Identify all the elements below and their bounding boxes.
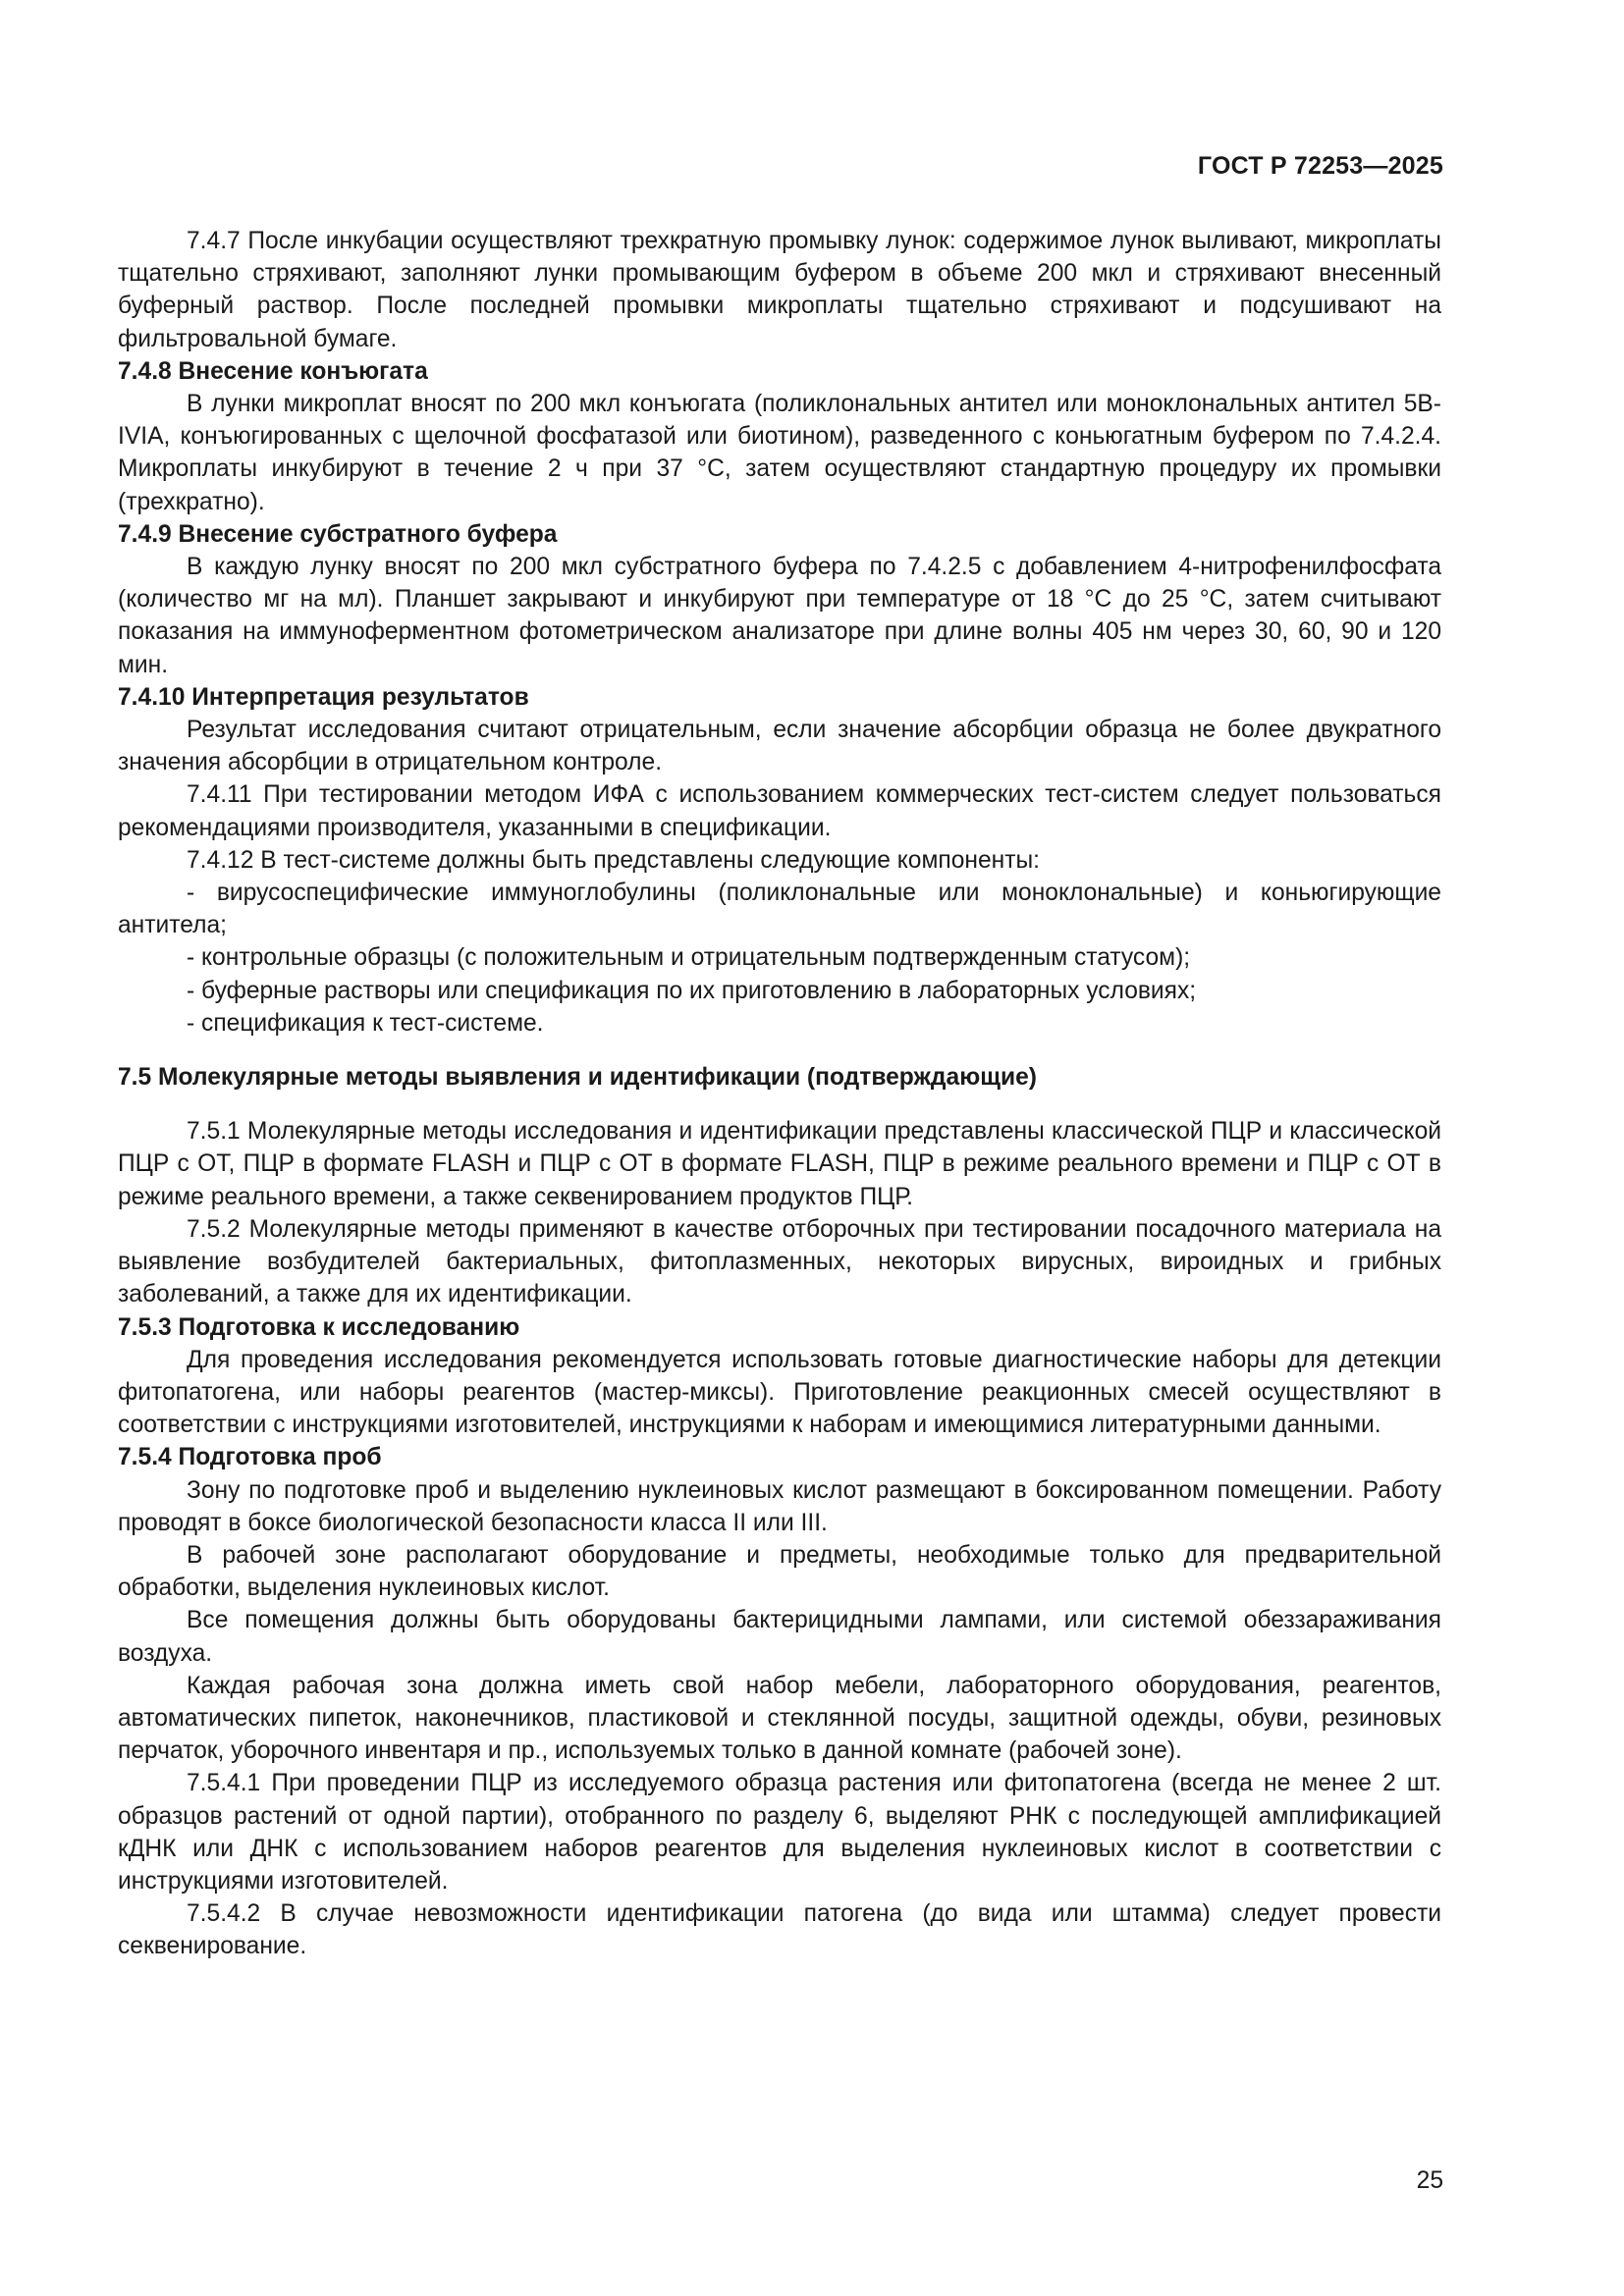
- paragraph-7-5-2: 7.5.2 Молекулярные методы применяют в качестве отборочных при тестировании посадочного материала на выявление возбудителей бактериальных, фитоплазменных, некоторых вирусных, вироидных и грибных заболеваний, а также для их идентификации.: [118, 1215, 1441, 1308]
- paragraph-7-5-1: 7.5.1 Молекулярные методы исследования и идентификации представлены классической ПЦР и классической ПЦР с ОТ, ПЦР в формате FLASH и ПЦР с ОТ в формате FLASH, ПЦР в режиме реального времени и ПЦР с ОТ в режиме реального времени, а также секвенированием продуктов ПЦР.: [118, 1118, 1441, 1210]
- page-number: 25: [1416, 2167, 1443, 2194]
- heading-7-5: 7.5 Молекулярные методы выявления и идентификации (подтверждающие): [118, 1064, 1037, 1092]
- paragraph-interpretation: Результат исследования считают отрицательным, если значение абсорбции образца не более двукратного значения абсорбции в отрицательном контроле.: [118, 717, 1441, 776]
- heading-7-4-8: 7.4.8 Внесение конъюгата: [118, 357, 428, 385]
- section-spacer: [118, 1040, 1441, 1061]
- list-item: - спецификация к тест-системе.: [187, 1009, 544, 1037]
- section-spacer: [118, 1094, 1441, 1115]
- list-item: - буферные растворы или спецификация по их приготовлению в лабораторных условиях;: [187, 977, 1197, 1004]
- paragraph-7-5-4-1: 7.5.4.1 При проведении ПЦР из исследуемого образца растения или фитопатогена (всегда не менее 2 шт. образцов растений от одной партии), отобранного по разделу 6, выделяют РНК с последующей амплификацией кДНК или ДНК с использованием наборов реагентов для выделения нуклеиновых кислот в соответствии с инструкциями изготовителей.: [118, 1770, 1441, 1895]
- list-item: - вирусоспецифические иммуноглобулины (поликлональные или моноклональные) и коньюгирующие антитела;: [118, 880, 1441, 939]
- paragraph-conjugate: В лунки микроплат вносят по 200 мкл конъюгата (поликлональных антител или моноклональных антител 5B-IVIA, конъюгированных с щелочной фосфатазой или биотином), разведенного с коньюгатным буфером по 7.4.2.4. Микроплаты инкубируют в течение 2 ч при 37 °С, затем осуществляют стандартную процедуру их промывки (трехкратно).: [118, 391, 1441, 515]
- heading-7-4-9: 7.4.9 Внесение субстратного буфера: [118, 520, 558, 548]
- paragraph-7-4-7: 7.4.7 После инкубации осуществляют трехкратную промывку лунок: содержимое лунок выливают, микроплаты тщательно стряхивают, заполняют лунки промывающим буфером в объеме 200 мкл и стряхивают внесенный буферный раствор. После последней промывки микроплаты тщательно стряхивают и подсушивают на фильтровальной бумаге.: [118, 228, 1441, 352]
- paragraph-7-4-11: 7.4.11 При тестировании методом ИФА с использованием коммерческих тест-систем следует пользоваться рекомендациями производителя, указанными в спецификации.: [118, 781, 1441, 841]
- paragraph-rooms: Все помещения должны быть оборудованы бактерицидными лампами, или системой обеззараживания воздуха.: [118, 1607, 1441, 1667]
- heading-7-5-4: 7.5.4 Подготовка проб: [118, 1444, 382, 1471]
- paragraph-7-4-12: 7.4.12 В тест-системе должны быть представлены следующие компоненты:: [187, 846, 1040, 874]
- document-body: [118, 225, 1441, 1963]
- list-item: - контрольные образцы (с положительным и отрицательным подтвержденным статусом);: [187, 944, 1191, 972]
- paragraph-equipment: Каждая рабочая зона должна иметь свой набор мебели, лабораторного оборудования, реагентов, автоматических пипеток, наконечников, пластиковой и стеклянной посуды, защитной одежды, обуви, резиновых перчаток, уборочного инвентаря и пр., используемых только в данной комнате (рабочей зоне).: [118, 1672, 1441, 1765]
- paragraph-substrate: В каждую лунку вносят по 200 мкл субстратного буфера по 7.4.2.5 с добавлением 4-нитрофенилфосфата (количество мг на мл). Планшет закрывают и инкубируют при температуре от 18 °С до 25 °С, затем считывают показания на иммуноферментном фотометрическом анализаторе при длине волны 405 нм через 30, 60, 90 и 120 мин.: [118, 554, 1441, 678]
- paragraph-sample-zone: Зону по подготовке проб и выделению нуклеиновых кислот размещают в боксированном помещении. Работу проводят в боксе биологической безопасности класса II или III.: [118, 1476, 1441, 1536]
- heading-7-4-10: 7.4.10 Интерпретация результатов: [118, 683, 529, 711]
- heading-7-5-3: 7.5.3 Подготовка к исследованию: [118, 1313, 520, 1341]
- paragraph-7-5-4-2: 7.5.4.2 В случае невозможности идентификации патогена (до вида или штамма) следует провести секвенирование.: [118, 1900, 1441, 1960]
- paragraph-work-zone: В рабочей зоне располагают оборудование и предметы, необходимые только для предварительной обработки, выделения нуклеиновых кислот.: [118, 1541, 1441, 1602]
- standard-designation: ГОСТ Р 72253—2025: [1197, 152, 1443, 180]
- paragraph-preparation: Для проведения исследования рекомендуется использовать готовые диагностические наборы для детекции фитопатогена, или наборы реагентов (мастер-миксы). Приготовление реакционных смесей осуществляют в соответствии с инструкциями изготовителей, инструкциями к наборам и имеющимися литературными данными.: [118, 1346, 1441, 1439]
